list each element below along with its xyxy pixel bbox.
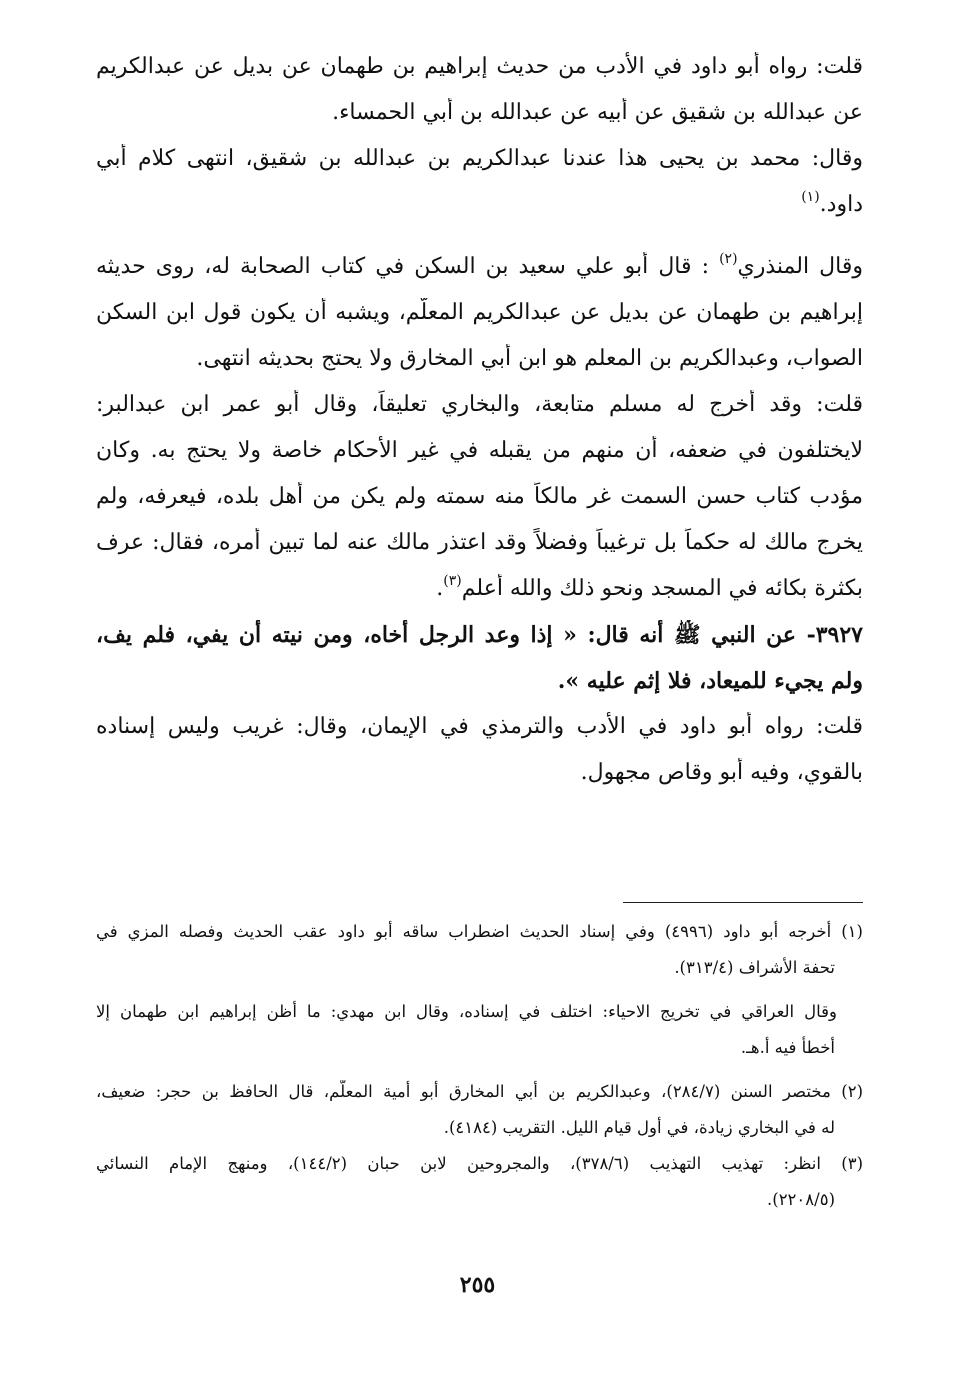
text-line: قلت: وقد أخرج له مسلم متابعة، والبخاري تعليقاً، وقال أبو عمر ابن عبدالبر: [96, 392, 863, 417]
text-segment: : قال أبو علي سعيد بن السكن في كتاب الصحابة له، روى حديثه [96, 254, 709, 279]
footnote-line: (٣) انظر: تهذيب التهذيب (٣٧٨/٦)، والمجروحين لابن حبان (١٤٤/٢)، ومنهج الإمام النسائي [96, 1154, 863, 1173]
hadith-line: ولم يجيء للميعاد، فلا إثم عليه ». [557, 668, 863, 694]
page-number: ٢٥٥ [459, 1272, 496, 1298]
footnote-line: (٢) مختصر السنن (٢٨٤/٧)، وعبدالكريم بن أبي المخارق أبو أمية المعلّم، قال الحافظ بن حجر: ضعيف، [96, 1082, 863, 1101]
text-line: الصواب، وعبدالكريم بن المعلم هو ابن أبي المخارق ولا يحتج بحديثه انتهى. [196, 346, 863, 371]
paragraph-gap [96, 236, 863, 252]
text-line [96, 190, 863, 236]
text-line: قلت: رواه أبو داود في الأدب من حديث إبراهيم بن طهمان عن بديل عن عبدالكريم [96, 54, 863, 79]
footnote-line: (٢٢٠٨/٥). [767, 1190, 835, 1209]
footnote-marker: (٣) [443, 574, 462, 589]
text-line: يخرج مالك له حكماً بل ترغيباً وفضلاً وقد اعتذر مالك عنه لما تبين أمره، فقال: عرف [96, 530, 863, 555]
text-line: بالقوي، وفيه أبو وقاص مجهول. [580, 760, 863, 785]
main-text [96, 52, 863, 804]
text-line: وقال: محمد بن يحيى هذا عندنا عبدالكريم بن عبدالله بن شقيق، انتهى كلام أبي [96, 146, 863, 171]
footnote-line: (١) أخرجه أبو داود (٤٩٩٦) وفي إسناد الحديث اضطراب ساقه أبو داود عقب الحديث وفصله المزي في [96, 922, 863, 941]
text-segment: وقال المنذري [737, 254, 863, 279]
text-line [96, 574, 863, 620]
text-line: عن عبدالله بن شقيق عن أبيه عن عبدالله بن أبي الحمساء. [332, 100, 863, 125]
footnotes [96, 920, 863, 1224]
text-segment: . [436, 576, 444, 601]
text-line [96, 252, 863, 298]
footnote-line: له في البخاري زيادة، في أول قيام الليل. التقريب (٤١٨٤). [443, 1118, 835, 1137]
footnote-marker: (٢) [719, 252, 738, 267]
footnote-gap [96, 992, 863, 1000]
footnote-line: تحفة الأشراف (٣١٣/٤). [674, 958, 835, 977]
footnote-line: وقال العراقي في تخريج الاحياء: اختلف في إسناده، وقال ابن مهدي: ما أظن إبراهيم ابن طهمان إلا [96, 1002, 837, 1021]
footnote-marker: (١) [801, 190, 820, 205]
text-line: لايختلفون في ضعفه، أن منهم من يقبله في غير الأحكام خاصة ولا يحتج به. وكان [96, 438, 863, 463]
text-line: مؤدب كتاب حسن السمت غر مالكاً منه سمته ولم يكن من أهل بلده، فيعرفه، ولم [96, 484, 863, 509]
footnote-gap [96, 1072, 863, 1080]
hadith-line: ٣٩٢٧- عن النبي ﷺ أنه قال: « إذا وعد الرجل أخاه، ومن نيته أن يفي، فلم يف، [96, 622, 863, 648]
footnote-line: أخطأ فيه أ.هـ. [740, 1038, 835, 1057]
text-segment: بكثرة بكائه في المسجد ونحو ذلك والله أعلم [461, 576, 863, 601]
text-line: إبراهيم بن طهمان عن بديل عن عبدالكريم المعلّم، ويشبه أن يكون قول ابن السكن [96, 300, 863, 325]
text-segment: داود. [819, 192, 863, 217]
text-line: قلت: رواه أبو داود في الأدب والترمذي في الإيمان، وقال: غريب وليس إسناده [96, 714, 863, 739]
footnote-divider [623, 902, 863, 903]
